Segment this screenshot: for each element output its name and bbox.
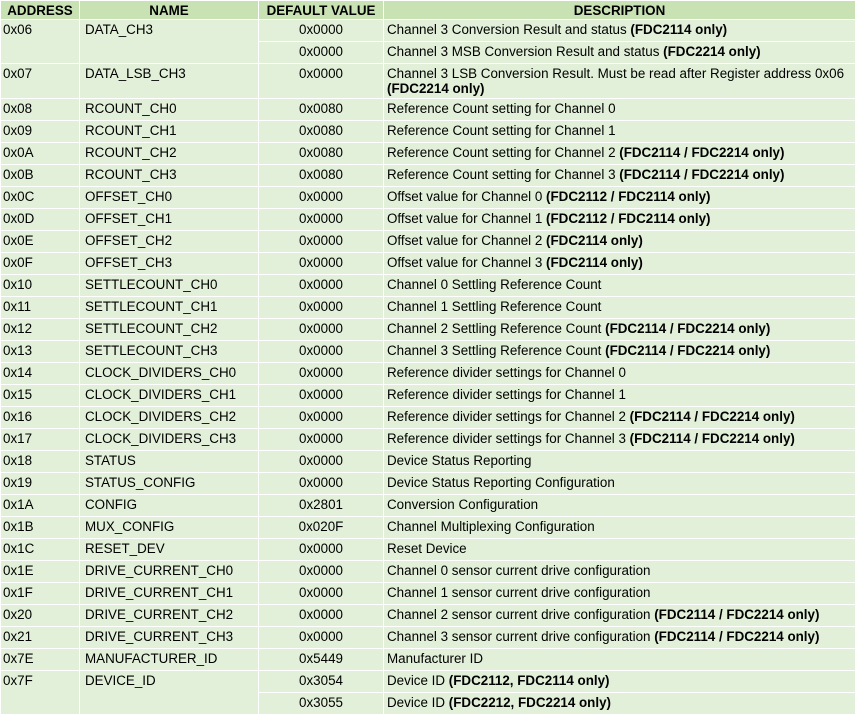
- table-row: [1, 539, 856, 561]
- default-value-cell: 0x0000: [259, 627, 384, 649]
- description-text: Channel 1 Settling Reference Count: [387, 299, 602, 314]
- device-applicability-note: (FDC2212, FDC2214 only): [448, 695, 611, 710]
- description-text: Channel Multiplexing Configuration: [387, 519, 595, 534]
- address-cell: 0x0A: [1, 143, 80, 165]
- name-cell: DRIVE_CURRENT_CH2: [80, 605, 259, 627]
- device-applicability-note: (FDC2114 only): [546, 233, 643, 248]
- default-value-cell: 0x0000: [259, 605, 384, 627]
- table-row: [1, 209, 856, 231]
- description-cell: [384, 231, 856, 253]
- address-cell: 0x0F: [1, 253, 80, 275]
- description-text: Device ID: [387, 673, 449, 688]
- default-value-cell: 0x0000: [259, 363, 384, 385]
- device-applicability-note: (FDC2214 only): [663, 44, 761, 59]
- description-text: Channel 3 MSB Conversion Result and status: [387, 44, 664, 59]
- name-cell: CLOCK_DIVIDERS_CH3: [80, 429, 259, 451]
- name-cell: RCOUNT_CH2: [80, 143, 259, 165]
- description-cell: [384, 429, 856, 451]
- description-cell: [384, 341, 856, 363]
- description-cell: [384, 473, 856, 495]
- address-cell: 0x19: [1, 473, 80, 495]
- table-row: [1, 473, 856, 495]
- name-cell: RCOUNT_CH3: [80, 165, 259, 187]
- description-text: Reference divider settings for Channel 3: [387, 431, 630, 446]
- address-cell: 0x15: [1, 385, 80, 407]
- device-applicability-note: (FDC2114 only): [630, 22, 728, 37]
- address-cell: 0x0B: [1, 165, 80, 187]
- table-row: [1, 385, 856, 407]
- name-cell: SETTLECOUNT_CH0: [80, 275, 259, 297]
- description-text: Reference Count setting for Channel 2: [387, 145, 620, 160]
- name-cell: DATA_LSB_CH3: [80, 64, 259, 99]
- name-cell: STATUS_CONFIG: [80, 473, 259, 495]
- device-applicability-note: (FDC2114 / FDC2214 only): [629, 431, 795, 446]
- address-cell: 0x18: [1, 451, 80, 473]
- address-cell: 0x07: [1, 64, 80, 99]
- name-cell: CLOCK_DIVIDERS_CH2: [80, 407, 259, 429]
- name-cell: DEVICE_ID: [80, 671, 259, 715]
- device-applicability-note: (FDC2114 / FDC2214 only): [605, 321, 771, 336]
- device-applicability-note: (FDC2112, FDC2114 only): [448, 673, 610, 688]
- description-cell: [384, 42, 856, 64]
- description-text: Channel 2 Settling Reference Count: [387, 321, 606, 336]
- device-applicability-note: (FDC2114 / FDC2214 only): [654, 607, 820, 622]
- default-value-cell: 0x5449: [259, 649, 384, 671]
- default-value-cell: 0x0000: [259, 341, 384, 363]
- description-text: Reference divider settings for Channel 0: [387, 365, 626, 380]
- default-value-cell: 0x0000: [259, 407, 384, 429]
- default-value-cell: 0x3054: [259, 671, 384, 693]
- table-row: [1, 253, 856, 275]
- address-header: ADDRESS: [1, 1, 80, 20]
- device-applicability-note: (FDC2114 / FDC2214 only): [619, 167, 785, 182]
- default-value-cell: 0x0080: [259, 121, 384, 143]
- description-text: Device Status Reporting: [387, 453, 532, 468]
- description-text: Reference Count setting for Channel 0: [387, 101, 616, 116]
- description-cell: [384, 407, 856, 429]
- table-row: [1, 407, 856, 429]
- description-cell: [384, 649, 856, 671]
- name-cell: SETTLECOUNT_CH1: [80, 297, 259, 319]
- description-text: Reset Device: [387, 541, 467, 556]
- table-row: [1, 99, 856, 121]
- default-value-cell: 0x0000: [259, 429, 384, 451]
- description-text: Offset value for Channel 3: [387, 255, 547, 270]
- description-text: Channel 1 sensor current drive configuration: [387, 585, 651, 600]
- name-cell: OFFSET_CH3: [80, 253, 259, 275]
- description-text: Manufacturer ID: [387, 651, 484, 666]
- default-value-cell: 0x0000: [259, 561, 384, 583]
- name-cell: CLOCK_DIVIDERS_CH0: [80, 363, 259, 385]
- default-value-cell: 0x020F: [259, 517, 384, 539]
- description-cell: [384, 385, 856, 407]
- description-cell: [384, 64, 856, 99]
- description-cell: [384, 319, 856, 341]
- default-value-header: DEFAULT VALUE: [259, 1, 384, 20]
- default-value-cell: 0x3055: [259, 693, 384, 715]
- register-rows: [1, 20, 856, 715]
- device-applicability-note: (FDC2114 / FDC2214 only): [605, 343, 771, 358]
- description-text: Reference divider settings for Channel 1: [387, 387, 626, 402]
- table-row: [1, 20, 856, 42]
- table-row: [1, 671, 856, 693]
- description-text: Reference Count setting for Channel 1: [387, 123, 616, 138]
- address-cell: 0x0C: [1, 187, 80, 209]
- name-cell: SETTLECOUNT_CH2: [80, 319, 259, 341]
- table-row: [1, 429, 856, 451]
- table-row: [1, 451, 856, 473]
- address-cell: 0x12: [1, 319, 80, 341]
- description-text: Device ID: [387, 695, 449, 710]
- table-row: [1, 143, 856, 165]
- description-cell: [384, 363, 856, 385]
- table-row: [1, 605, 856, 627]
- address-cell: 0x1F: [1, 583, 80, 605]
- default-value-cell: 0x0000: [259, 473, 384, 495]
- table-row: [1, 363, 856, 385]
- address-cell: 0x21: [1, 627, 80, 649]
- name-cell: MUX_CONFIG: [80, 517, 259, 539]
- device-applicability-note: (FDC2114 / FDC2214 only): [619, 145, 785, 160]
- table-row: [1, 319, 856, 341]
- default-value-cell: 0x0080: [259, 143, 384, 165]
- device-applicability-note: (FDC2114 only): [546, 255, 643, 270]
- default-value-cell: 0x0000: [259, 275, 384, 297]
- table-row: [1, 561, 856, 583]
- address-cell: 0x0E: [1, 231, 80, 253]
- name-cell: DRIVE_CURRENT_CH0: [80, 561, 259, 583]
- description-cell: [384, 99, 856, 121]
- description-cell: [384, 253, 856, 275]
- table-row: [1, 64, 856, 99]
- address-cell: 0x7F: [1, 671, 80, 715]
- description-text: Channel 3 sensor current drive configuration: [387, 629, 655, 644]
- description-text: Channel 0 sensor current drive configuration: [387, 563, 651, 578]
- description-text: Offset value for Channel 0: [387, 189, 547, 204]
- address-cell: 0x7E: [1, 649, 80, 671]
- description-text: Reference Count setting for Channel 3: [387, 167, 620, 182]
- description-cell: [384, 539, 856, 561]
- default-value-cell: 0x0000: [259, 231, 384, 253]
- address-cell: 0x11: [1, 297, 80, 319]
- name-cell: CLOCK_DIVIDERS_CH1: [80, 385, 259, 407]
- default-value-cell: 0x0000: [259, 385, 384, 407]
- description-cell: [384, 627, 856, 649]
- description-header: DESCRIPTION: [384, 1, 856, 20]
- description-cell: [384, 693, 856, 715]
- device-applicability-note: (FDC2214 only): [387, 81, 485, 96]
- address-cell: 0x06: [1, 20, 80, 64]
- table-row: [1, 297, 856, 319]
- table-row: [1, 231, 856, 253]
- description-text: Reference divider settings for Channel 2: [387, 409, 630, 424]
- address-cell: 0x16: [1, 407, 80, 429]
- description-text: Channel 3 Settling Reference Count: [387, 343, 606, 358]
- table-row: [1, 341, 856, 363]
- name-cell: CONFIG: [80, 495, 259, 517]
- name-cell: RESET_DEV: [80, 539, 259, 561]
- name-cell: MANUFACTURER_ID: [80, 649, 259, 671]
- address-cell: 0x1E: [1, 561, 80, 583]
- description-text: Offset value for Channel 2: [387, 233, 547, 248]
- default-value-cell: 0x0000: [259, 297, 384, 319]
- description-cell: [384, 495, 856, 517]
- description-cell: [384, 209, 856, 231]
- device-applicability-note: (FDC2114 / FDC2214 only): [654, 629, 820, 644]
- table-row: [1, 165, 856, 187]
- address-cell: 0x08: [1, 99, 80, 121]
- address-cell: 0x09: [1, 121, 80, 143]
- description-cell: [384, 605, 856, 627]
- table-row: [1, 649, 856, 671]
- description-text: Channel 2 sensor current drive configuration: [387, 607, 655, 622]
- address-cell: 0x10: [1, 275, 80, 297]
- device-applicability-note: (FDC2112 / FDC2114 only): [546, 189, 711, 204]
- address-cell: 0x13: [1, 341, 80, 363]
- description-text: Conversion Configuration: [387, 497, 539, 512]
- name-cell: DRIVE_CURRENT_CH3: [80, 627, 259, 649]
- default-value-cell: 0x0080: [259, 165, 384, 187]
- address-cell: 0x17: [1, 429, 80, 451]
- address-cell: 0x1A: [1, 495, 80, 517]
- description-cell: [384, 583, 856, 605]
- address-cell: 0x1C: [1, 539, 80, 561]
- name-cell: RCOUNT_CH1: [80, 121, 259, 143]
- description-cell: [384, 187, 856, 209]
- name-cell: SETTLECOUNT_CH3: [80, 341, 259, 363]
- default-value-cell: 0x0000: [259, 209, 384, 231]
- description-cell: [384, 143, 856, 165]
- table-row: [1, 627, 856, 649]
- description-cell: [384, 275, 856, 297]
- description-text: Offset value for Channel 1: [387, 211, 547, 226]
- device-applicability-note: (FDC2112 / FDC2114 only): [546, 211, 711, 226]
- address-cell: 0x14: [1, 363, 80, 385]
- name-header: NAME: [80, 1, 259, 20]
- description-cell: [384, 165, 856, 187]
- default-value-cell: 0x0000: [259, 539, 384, 561]
- name-cell: OFFSET_CH0: [80, 187, 259, 209]
- table-row: [1, 121, 856, 143]
- description-cell: [384, 121, 856, 143]
- description-cell: [384, 20, 856, 42]
- device-applicability-note: (FDC2114 / FDC2214 only): [629, 409, 795, 424]
- default-value-cell: 0x0000: [259, 583, 384, 605]
- header-row: [1, 1, 856, 20]
- address-cell: 0x0D: [1, 209, 80, 231]
- description-text: Device Status Reporting Configuration: [387, 475, 615, 490]
- description-text: Channel 3 LSB Conversion Result. Must be read after Register address 0x06: [387, 66, 845, 81]
- name-cell: STATUS: [80, 451, 259, 473]
- default-value-cell: 0x0000: [259, 42, 384, 64]
- name-cell: RCOUNT_CH0: [80, 99, 259, 121]
- table-row: [1, 275, 856, 297]
- description-text: Channel 3 Conversion Result and status: [387, 22, 631, 37]
- table-row: [1, 517, 856, 539]
- table-row: [1, 583, 856, 605]
- description-cell: [384, 671, 856, 693]
- default-value-cell: 0x0000: [259, 187, 384, 209]
- address-cell: 0x1B: [1, 517, 80, 539]
- default-value-cell: 0x0000: [259, 319, 384, 341]
- description-text: Channel 0 Settling Reference Count: [387, 277, 602, 292]
- table-row: [1, 495, 856, 517]
- default-value-cell: 0x0000: [259, 20, 384, 42]
- description-cell: [384, 451, 856, 473]
- table-row: [1, 187, 856, 209]
- address-cell: 0x20: [1, 605, 80, 627]
- default-value-cell: 0x0080: [259, 99, 384, 121]
- default-value-cell: 0x0000: [259, 253, 384, 275]
- name-cell: OFFSET_CH1: [80, 209, 259, 231]
- default-value-cell: 0x0000: [259, 451, 384, 473]
- default-value-cell: 0x0000: [259, 64, 384, 99]
- description-cell: [384, 297, 856, 319]
- name-cell: DATA_CH3: [80, 20, 259, 64]
- description-cell: [384, 517, 856, 539]
- default-value-cell: 0x2801: [259, 495, 384, 517]
- name-cell: OFFSET_CH2: [80, 231, 259, 253]
- description-cell: [384, 561, 856, 583]
- name-cell: DRIVE_CURRENT_CH1: [80, 583, 259, 605]
